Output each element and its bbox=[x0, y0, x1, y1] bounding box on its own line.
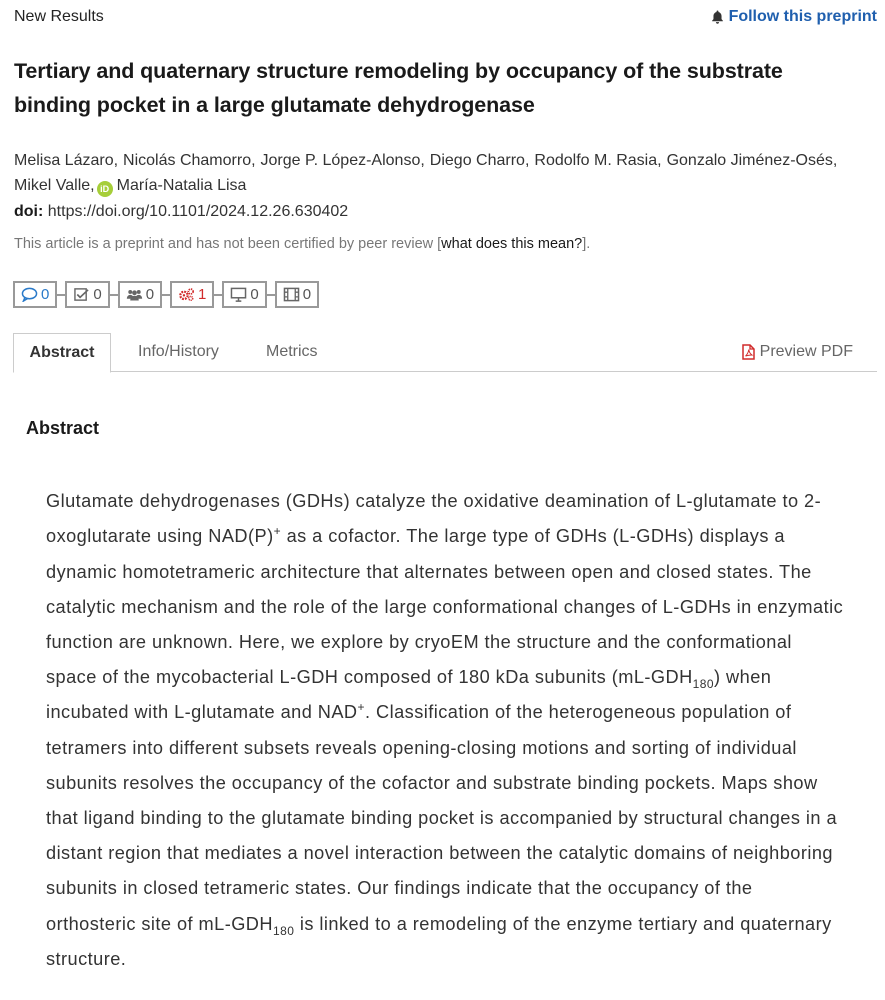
preview-pdf-label: Preview PDF bbox=[759, 343, 853, 360]
abstract-part: is linked to a remodeling of the enzyme tertiary and quaternary structure. bbox=[46, 913, 832, 969]
author-name[interactable]: Diego Charro, bbox=[429, 152, 530, 169]
community-reviews-count: 0 bbox=[145, 286, 155, 303]
orcid-icon[interactable]: iD bbox=[97, 181, 113, 197]
preview-pdf-link[interactable] bbox=[742, 333, 853, 371]
follow-preprint-link[interactable] bbox=[710, 8, 877, 26]
author-name[interactable]: Melisa Lázaro, bbox=[14, 152, 119, 169]
author-name[interactable]: Mikel Valle, bbox=[14, 177, 95, 194]
article-tabs bbox=[13, 333, 877, 372]
author-name[interactable]: María-Natalia Lisa bbox=[116, 177, 247, 194]
section-label: New Results bbox=[14, 8, 104, 25]
superscript: + bbox=[357, 700, 365, 715]
tab-abstract[interactable]: Abstract bbox=[13, 333, 111, 373]
subscript: 180 bbox=[272, 923, 295, 938]
disclaimer-text: This article is a preprint and has not been certified by peer review [ bbox=[14, 236, 442, 252]
tab-info-history[interactable]: Info/History bbox=[138, 343, 219, 360]
comments-count: 0 bbox=[41, 286, 50, 303]
peer-review-disclaimer bbox=[14, 236, 590, 252]
community-reviews-counter[interactable] bbox=[118, 281, 162, 308]
gears-icon bbox=[178, 287, 195, 302]
article-title: Tertiary and quaternary structure remodeling by occupancy of the substrate binding pocket in a large glutamate dehydrogenase bbox=[14, 59, 783, 117]
abstract-part: ) when incubated with L-glutamate and NAD bbox=[46, 667, 772, 723]
top-bar bbox=[14, 8, 877, 30]
subscript: 180 bbox=[692, 677, 715, 692]
videos-counter[interactable] bbox=[222, 281, 266, 308]
videos-count: 0 bbox=[250, 286, 259, 303]
abstract-part: as a cofactor. The large type of GDHs (L-GDHs) displays a dynamic homotetrameric architecture that alternates between open and closed states. The catalytic mechanism and the role of the large conformational changes of L-GDHs in enzymatic function are unknown. Here, we explore by cryoEM the structure and the conformational space of the mycobacterial L-GDH composed of 180 kDa subunits (mL-GDH bbox=[46, 526, 844, 688]
author-name[interactable]: Gonzalo Jiménez-Osés, bbox=[666, 152, 838, 169]
author-name[interactable]: Jorge P. López-Alonso, bbox=[260, 152, 425, 169]
abstract-heading: Abstract bbox=[26, 418, 100, 438]
disclaimer-end: ]. bbox=[582, 236, 591, 252]
author-name[interactable]: Rodolfo M. Rasia, bbox=[534, 152, 662, 169]
abstract-text bbox=[46, 484, 846, 977]
abstract-part: Glutamate dehydrogenases (GDHs) catalyze the oxidative deamination of L-glutamate to 2-oxoglutarate using NAD(P) bbox=[46, 491, 822, 547]
follow-label: Follow this preprint bbox=[728, 8, 877, 25]
peer-reviews-counter[interactable] bbox=[65, 281, 109, 308]
comments-counter[interactable] bbox=[13, 281, 57, 308]
what-does-this-mean-link[interactable]: what does this mean? bbox=[441, 236, 583, 252]
superscript: + bbox=[273, 524, 282, 539]
author-list bbox=[14, 148, 884, 198]
doi-line bbox=[14, 203, 348, 221]
media-count: 0 bbox=[302, 286, 312, 303]
users-icon bbox=[126, 287, 143, 302]
tab-metrics[interactable]: Metrics bbox=[266, 343, 318, 360]
peer-reviews-count: 0 bbox=[93, 286, 102, 303]
comment-icon bbox=[21, 287, 38, 302]
doi-label: doi: bbox=[14, 203, 44, 220]
bell-icon bbox=[710, 9, 725, 25]
metrics-bar bbox=[13, 281, 327, 308]
film-icon bbox=[283, 287, 300, 302]
abstract-part: . Classification of the heterogeneous population of tetramers into different subsets reveals opening-closing motions and sorting of individual subunits resolves the occupancy of the cofactor and substrate binding pockets. Maps show that ligand binding to the glutamate binding pocket is accompanied by structural changes in a distant region that mediates a novel interaction between the catalytic domains of neighboring subunits in closed tetrameric states. Our findings indicate that the occupancy of the orthosteric site of mL-GDH bbox=[46, 702, 838, 934]
checkbox-icon bbox=[73, 287, 90, 302]
automated-tools-count: 1 bbox=[198, 286, 207, 303]
author-name[interactable]: Nicolás Chamorro, bbox=[123, 152, 256, 169]
doi-link[interactable]: https://doi.org/10.1101/2024.12.26.630402 bbox=[47, 203, 349, 220]
monitor-icon bbox=[230, 287, 247, 302]
pdf-file-icon bbox=[742, 344, 755, 360]
media-counter[interactable] bbox=[275, 281, 319, 308]
automated-tools-counter[interactable] bbox=[170, 281, 214, 308]
